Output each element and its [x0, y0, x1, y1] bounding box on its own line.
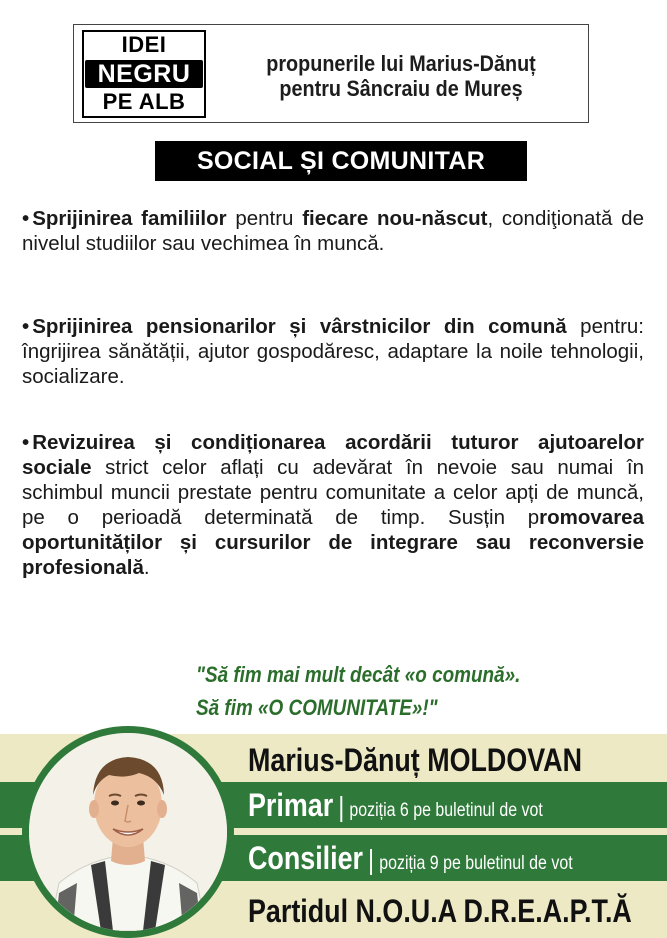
header-title	[235, 51, 568, 101]
bullet1-text1: pentru	[226, 207, 303, 230]
header-title-line2: pentru Sâncraiu de Mureș	[279, 76, 523, 101]
bullet-pensioners	[22, 314, 644, 389]
logo-band: NEGRU	[85, 60, 203, 88]
role-councilor	[248, 835, 573, 887]
bullet1-text2: , condiţionată de nivelul studiilor sau vechimea în muncă.	[22, 207, 644, 255]
slogan-line2: Să fim «O COMUNITATE»!"	[196, 695, 438, 720]
bullet-dot: •	[22, 207, 30, 230]
bullet-families	[22, 206, 644, 256]
role-councilor-title: Consilier	[248, 840, 364, 876]
role-councilor-detail: poziția 9 pe buletinul de vot	[379, 853, 573, 874]
bullet-social-aid	[22, 430, 644, 580]
bullet2-text1: pentru: îngrijirea sănătății, ajutor gospodăresc, adaptare la noile tehnologii, socializare.	[22, 315, 644, 388]
role-mayor-title: Primar	[248, 787, 334, 823]
role-mayor-detail: poziția 6 pe buletinul de vot	[349, 800, 543, 821]
slogan	[196, 658, 557, 724]
logo	[82, 30, 206, 118]
bullet3-bold2: romovarea oportunităților și cursurilor de integrare sau reconversie profesională	[22, 506, 644, 579]
bullet-dot: •	[22, 431, 30, 454]
candidate-name: Marius-Dănuț MOLDOVAN	[248, 742, 583, 778]
bullet-dot: •	[22, 315, 30, 338]
role-separator: |	[368, 844, 375, 875]
section-title: SOCIAL ȘI COMUNITAR	[155, 141, 527, 181]
bullet1-bold1: Sprijinirea familiilor	[32, 207, 227, 230]
bullet1-bold2: fiecare nou-născut	[302, 207, 488, 230]
candidate-portrait	[22, 726, 234, 938]
logo-line3: PE ALB	[102, 89, 186, 114]
header-box	[73, 24, 589, 123]
bullet3-text2: .	[143, 556, 150, 579]
bullet3-text1: strict celor aflați cu adevărat în nevoie sau numai în schimbul muncii prestate pentru comunitate a celor apți de muncă, pe o perioadă determinată de timp. Susțin p	[22, 456, 644, 529]
slogan-line1: "Să fim mai mult decât «o comună».	[196, 662, 521, 687]
role-mayor	[248, 782, 543, 834]
role-separator: |	[338, 791, 345, 822]
header-title-line1: propunerile lui Marius-Dănuț	[266, 51, 536, 76]
party-name: Partidul N.O.U.A D.R.E.A.P.T.Ă	[248, 893, 632, 929]
bullet3-bold1: Revizuirea și condiționarea acordării tuturor ajutoarelor sociale	[22, 431, 644, 479]
portrait-illustration	[29, 733, 227, 931]
logo-line1: IDEI	[121, 32, 167, 57]
bullet2-bold1: Sprijinirea pensionarilor și vârstnicilor din comună	[32, 315, 567, 338]
